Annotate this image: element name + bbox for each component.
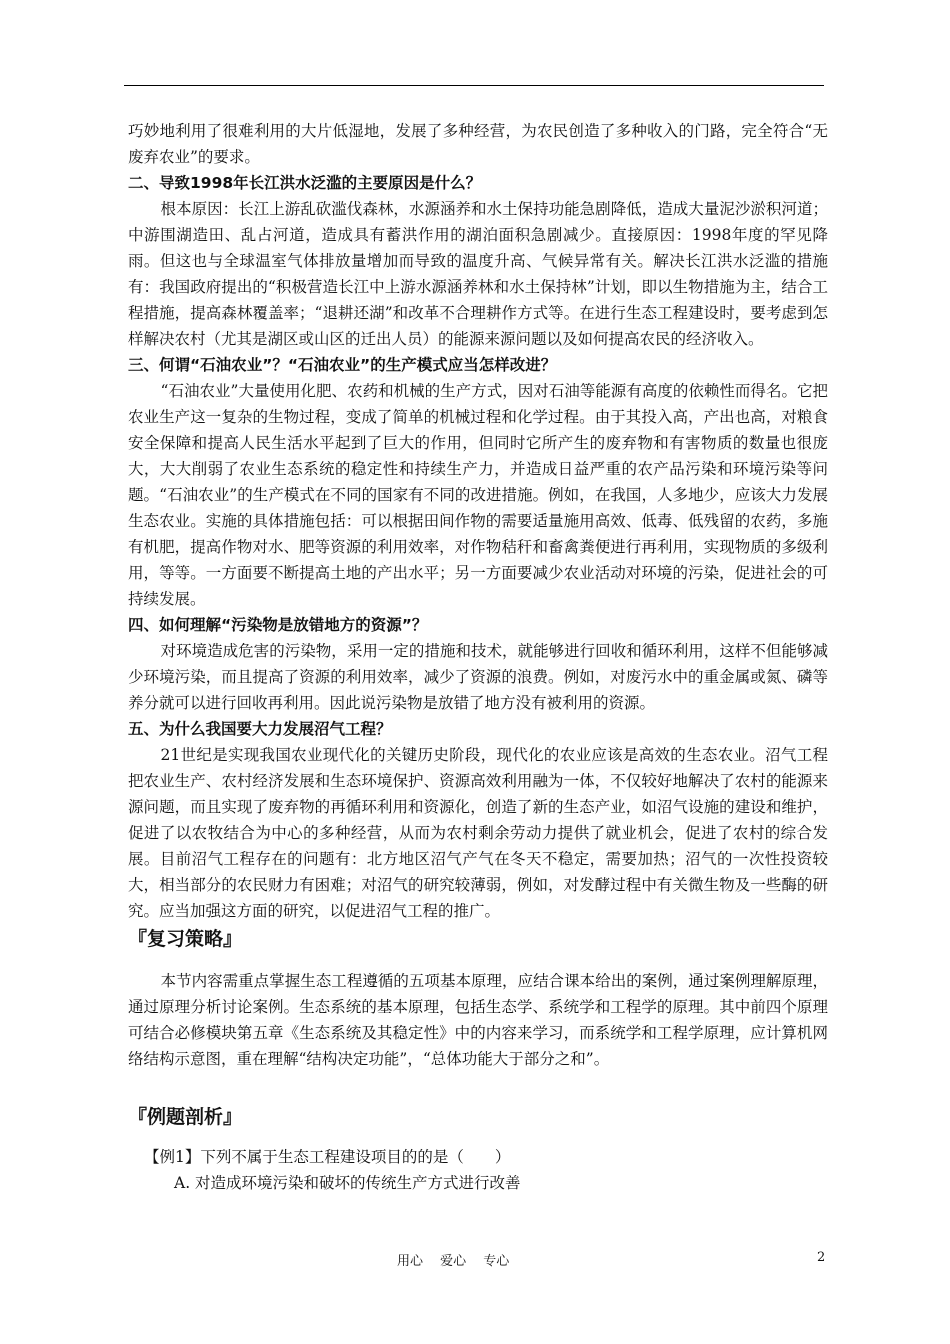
question-3-answer: “石油农业”大量使用化肥、农药和机械的生产方式，因对石油等能源有高度的依赖性而得名。它把农业生产这一复杂的生物过程，变成了简单的机械过程和化学过程。由于其投入高，产出也高，对粮食安全保障和提高人民生活水平起到了巨大的作用，但同时它所产生的废弃物和有害物质的数量也很庞大，大大削弱了农业生态系统的稳定性和持续生产力，并造成日益严重的农产品污染和环境污染等问题。“石油农业”的生产模式在不同的国家有不同的改进措施。例如，在我国，人多地少，应该大力发展生态农业。实施的具体措施包括：可以根据田间作物的需要适量施用高效、低毒、低残留的农药，多施有机肥，提高作物对水、肥等资源的利用效率，对作物秸秆和畜禽粪便进行再利用，实现物质的多级利用，等等。一方面要不断提高土地的产出水平；另一方面要减少农业活动对环境的污染，促进社会的可持续发展。 — [128, 382, 828, 608]
example-1-question: 【例1】下列不属于生态工程建设项目的的是（ ） — [144, 1148, 511, 1166]
example-analysis-heading: 『例题剖析』 — [128, 1106, 243, 1128]
page-body — [128, 118, 828, 1196]
question-4-answer: 对环境造成危害的污染物，采用一定的措施和技术，就能够进行回收和循环利用，这样不但能够减少环境污染，而且提高了资源的利用效率，减少了资源的浪费。例如，对废污水中的重金属或氮、磷等养分就可以进行回收再利用。因此说污染物是放错了地方没有被利用的资源。 — [128, 642, 828, 712]
page-number: 2 — [817, 1250, 826, 1265]
spacer — [128, 1072, 828, 1102]
review-strategy-heading: 『复习策略』 — [128, 928, 243, 950]
continuation-paragraph: 巧妙地利用了很难利用的大片低湿地，发展了多种经营，为农民创造了多种收入的门路，完全符合“无废弃农业”的要求。 — [128, 122, 828, 166]
footer-motto: 用心 爱心 专心 — [397, 1254, 510, 1269]
question-3-heading: 三、何谓“石油农业”？“石油农业”的生产模式应当怎样改进？ — [128, 356, 557, 374]
question-2-answer: 根本原因：长江上游乱砍滥伐森林，水源涵养和水土保持功能急剧降低，造成大量泥沙淤积河道；中游围湖造田、乱占河道，造成具有蓄洪作用的湖泊面积急剧减少。直接原因：1998年度的罕见降雨。但这也与全球温室气体排放量增加而导致的温度升高、气候异常有关。解决长江洪水泛滥的措施有：我国政府提出的“积极营造长江中上游水源涵养林和水土保持林”计划，即以生物措施为主，结合工程措施，提高森林覆盖率；“退耕还湖”和改革不合理耕作方式等。在进行生态工程建设时，要考虑到怎样解决农村（尤其是湖区或山区的迁出人员）的能源来源问题以及如何提高农民的经济收入。 — [128, 200, 828, 348]
example-1-option-a: A. 对造成环境污染和破坏的传统生产方式进行改善 — [174, 1174, 521, 1192]
review-strategy-text: 本节内容需重点掌握生态工程遵循的五项基本原理，应结合课本给出的案例，通过案例理解原理，通过原理分析讨论案例。生态系统的基本原理，包括生态学、系统学和工程学的原理。其中前四个原理可结合必修模块第五章《生态系统及其稳定性》中的内容来学习，而系统学和工程学原理，应计算机网络结构示意图，重在理解“结构决定功能”，“总体功能大于部分之和”。 — [128, 972, 828, 1068]
question-2-heading: 二、导致1998年长江洪水泛滥的主要原因是什么？ — [128, 174, 482, 192]
question-5-answer: 21世纪是实现我国农业现代化的关键历史阶段，现代化的农业应该是高效的生态农业。沼气工程把农业生产、农村经济发展和生态环境保护、资源高效利用融为一体，不仅较好地解决了农村的能源来源问题，而且实现了废弃物的再循环利用和资源化，创造了新的生态产业，如沼气设施的建设和维护，促进了以农牧结合为中心的多种经营，从而为农村剩余劳动力提供了就业机会，促进了农村的综合发展。目前沼气工程存在的问题有：北方地区沼气产气在冬天不稳定，需要加热；沼气的一次性投资较大，相当部分的农民财力有困难；对沼气的研究较薄弱，例如，对发酵过程中有关微生物及一些酶的研究。应当加强这方面的研究，以促进沼气工程的推广。 — [128, 746, 828, 920]
question-4-heading: 四、如何理解“污染物是放错地方的资源”？ — [128, 616, 428, 634]
header-rule — [124, 85, 824, 86]
question-5-heading: 五、为什么我国要大力发展沼气工程？ — [128, 720, 392, 738]
